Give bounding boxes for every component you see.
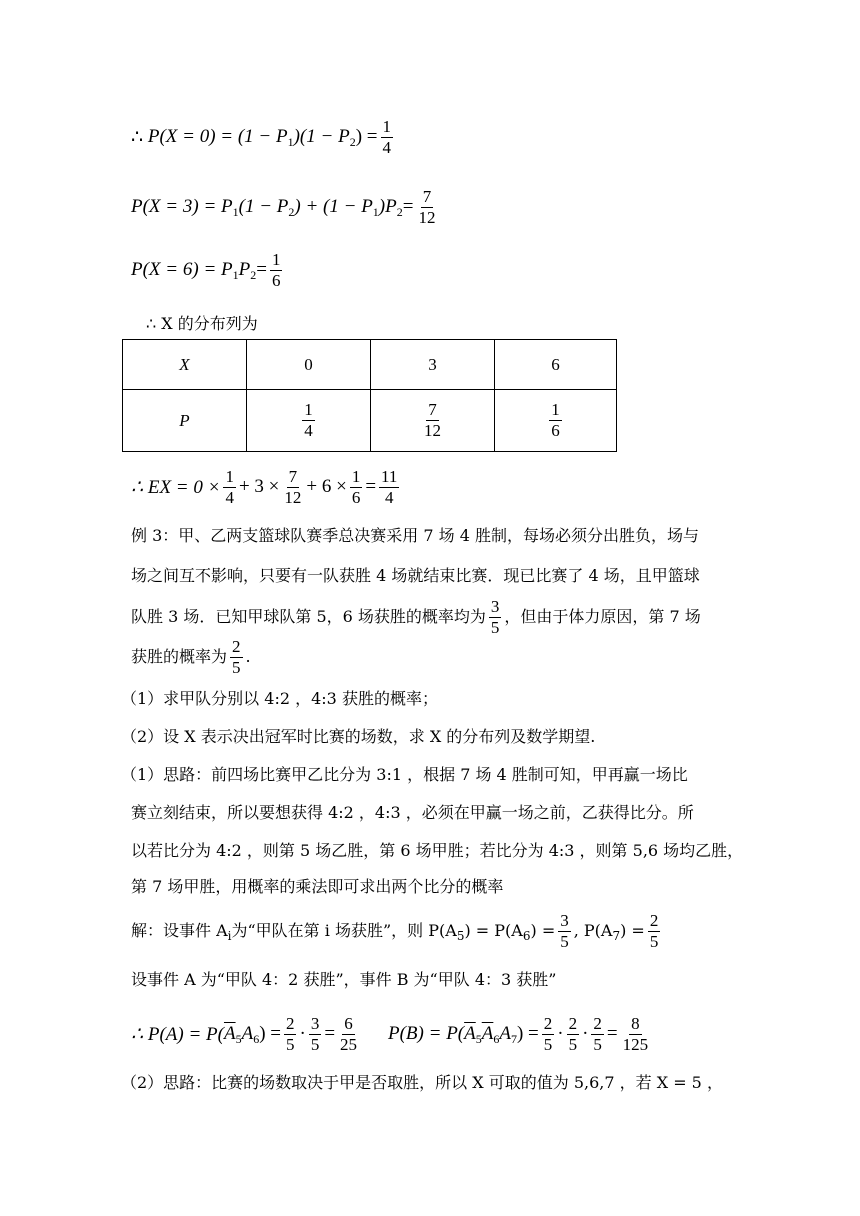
solution-idea-line3: 以若比分为 4:2 ，则第 5 场乙胜，第 6 场甲胜；若比分为 4:3 ，则第 5,6 场均乙胜， [131, 841, 744, 860]
table-header-x: X [123, 340, 247, 390]
equation-p-x-0: ∴ P(X = 0) = (1 − P 1 )(1 − P 2 ) = $\frac{1}{4}$ [131, 117, 391, 157]
solution-definition: 解：设事件 A i 为“甲队在第 i 场获胜”，则 P(A 5 ) = P(A 6 ) = $\frac{3}{5}$ , P(A 7 ) = $\frac{2}{5}$ [131, 911, 659, 951]
example3-line3: 队胜 3 场．已知甲球队第 5，6 场获胜的概率均为 $\frac{3}{5}$ ，但由于体力原因，第 7 场 [131, 597, 701, 637]
question-2: （2）设 X 表示决出冠军时比赛的场数，求 X 的分布列及数学期望. [121, 727, 596, 746]
equation-expectation: ∴ EX = 0 × $\frac{1}{4}$ + 3 × $\frac{7}{12}$ + 6 × $\frac{1}{6}$ = $\frac{11}{4}$ [131, 467, 398, 507]
example3-line4: 获胜的概率为 $\frac{2}{5}$ . [131, 637, 251, 677]
table-header-value: 6 [495, 340, 617, 390]
event-definition: 设事件 A 为“甲队 4：2 获胜”，事件 B 为“甲队 4：3 获胜” [131, 970, 557, 989]
distribution-intro: ∴ X 的分布列为 [146, 314, 258, 333]
table-header-value: 3 [371, 340, 495, 390]
table-cell-prob: $\frac{1}{4}$ [247, 390, 371, 452]
fraction: $\frac{1}{6}$ [271, 250, 281, 290]
table-cell-prob: $\frac{1}{6}$ [495, 390, 617, 452]
equation-p-x-3: P(X = 3) = P 1 (1 − P 2 ) + (1 − P 1 )P 2 = $\frac{7}{12}$ [131, 187, 436, 227]
equation-p-a: ∴ P(A) = P( $\overline{A}$ 5 A 6 ) = $\frac{2}{5}$ · $\frac{3}{5}$ = $\frac{6}{25}$ [131, 1014, 358, 1054]
fraction: $\frac{1}{4}$ [382, 117, 391, 157]
question-1: （1）求甲队分别以 4:2 ，4:3 获胜的概率； [121, 689, 438, 708]
example3-line1: 例 3：甲、乙两支篮球队赛季总决赛采用 7 场 4 胜制，每场必须分出胜负，场与 [131, 526, 699, 545]
example3-line2: 场之间互不影响，只要有一队获胜 4 场就结束比赛．现已比赛了 4 场，且甲篮球 [131, 566, 700, 585]
solution-idea-2: （2）思路：比赛的场数取决于甲是否取胜，所以 X 可取的值为 5,6,7 ，若 X = 5 ， [121, 1073, 723, 1092]
solution-idea-line1: （1）思路：前四场比赛甲乙比分为 3:1 ，根据 7 场 4 胜制可知，甲再赢一场比 [121, 765, 688, 784]
table-header-value: 0 [247, 340, 371, 390]
equation-p-x-6: P(X = 6) = P 1 P 2 = $\frac{1}{6}$ [131, 250, 281, 290]
equation-p-b: P(B) = P( $\overline{A}$ 5 $\overline{A}$ 6 A 7 ) = $\frac{2}{5}$ · $\frac{2}{5}$ · $\frac{2}{5}$ = $\frac{8}{125}$ [388, 1014, 649, 1054]
distribution-table [122, 339, 617, 452]
solution-idea-line2: 赛立刻结束，所以要想获得 4:2 ，4:3 ，必须在甲赢一场之前，乙获得比分。所 [131, 803, 694, 822]
table-row-label: P [123, 390, 247, 452]
solution-idea-line4: 第 7 场甲胜，用概率的乘法即可求出两个比分的概率 [131, 877, 504, 896]
fraction: $\frac{7}{12}$ [418, 187, 436, 227]
table-cell-prob: $\frac{7}{12}$ [371, 390, 495, 452]
